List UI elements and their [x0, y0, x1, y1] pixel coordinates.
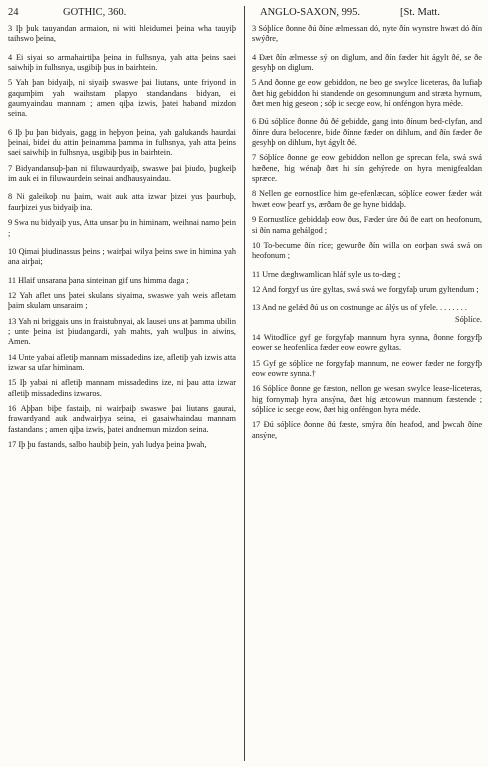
verse-6: 6 Iþ þu þan bidyais, gagg in heþyon þeina, yah galukands haurdai þeinai, bidei du attin þeinamma þamma in fulhsnya, yah atta þeins saei saiwhiþ in fulhsnya, usgibiþ þus in bairhtein. [8, 127, 236, 158]
gothic-text-column [8, 24, 236, 763]
verse-7: 7 Sóþlíce ðonne ge eow gebiddon nellon ge sprecan fela, swá swá hæðene, hig wénaþ ðæt hi sín gehýrede on hyra menigfealdan spræce. [252, 153, 482, 184]
verse-12: 12 And forgyf us úre gyltas, swá swá we forgyfaþ urum gyltendum ; [252, 284, 479, 294]
column-divider [244, 6, 245, 761]
verse-11: 11 Hlaif unsarana þana sinteinan gif uns himma daga ; [8, 275, 189, 285]
verse-8: 8 Ni galeikoþ nu þaim, wait auk atta izwar þizei yus þaurbuþ, faurþizei yus bidyaiþ ina. [8, 192, 236, 212]
page-number: 24 [8, 7, 19, 18]
verse-17: 17 Ðú sóþlíce ðonne ðú fæste, smýra ðín heafod, and þwcah ðíne ansýne, [252, 420, 482, 440]
verse-15: 15 Iþ yabai ni afletiþ mannam missadedins ize, ni þau atta izwar afletiþ missadedins izwaros. [8, 378, 236, 398]
verse-17: 17 Iþ þu fastands, salbo haubiþ þein, yah ludya þeina þwah, [8, 440, 207, 449]
verse-13: 13 And ne gelǽd ðú us on costnunge ac álýs us of yfele. . . . . . . . [252, 303, 467, 313]
anglo-saxon-text-column [252, 24, 482, 763]
verse-5: 5 Yah þan bidyaiþ, ni siyaiþ swaswe þai liutans, unte friyond in gaqumþim yah waihstam plapyo standandans bidyan, ei gaumyaindau mannam ; amen qiþa izwis, þatei haband mizdon seina. [8, 78, 236, 119]
book-title: [St. Matt. [400, 7, 440, 18]
page-header [8, 7, 482, 21]
verse-10: 10 To-becume ðín ríce; gewurðe ðín willa on eorþan swá swá on heofonum ; [252, 240, 482, 261]
verse-9: 9 Eornustlíce gebiddaþ eow ðus, Fæder úre ðú ðe eart on heofonum, si ðín nama gehálgod ; [252, 215, 482, 235]
verse-4: 4 Ei siyai so armahairtiþa þeina in fulhsnya, yah atta þeins saei saiwhiþ in fulhsnya, usgibiþ þus in bairhtein. [8, 52, 236, 73]
verse-3: 3 Sóþlíce ðonne ðú ðíne ælmessan dó, nyte ðín wynstre hwæt dó ðín swýðre, [252, 24, 482, 44]
verse-11: 11 Urne dæghwamlican hláf syle us to-dæg ; [252, 269, 401, 279]
verse-9: 9 Swa nu bidyaiþ yus, Atta unsar þu in himinam, weihnai namo þein ; [8, 218, 236, 238]
verse-15: 15 Gyf ge sóþlíce ne forgyfaþ mannum, ne eower fæder ne forgyfþ eow eowre synna.† [252, 358, 482, 378]
verse-12: 12 Yah aflet uns þatei skulans siyaima, swaswe yah weis afletam þaim skulam unsaraim ; [8, 290, 236, 311]
verse-14: 14 Witodlíce gyf ge forgyfaþ mannum hyra synna, ðonne forgyfþ eower se heofenlíca fæder eow eowre gyltas. [252, 332, 482, 353]
verse-13: 13 Yah ni briggais uns in fraistubnyai, ak lausei uns at þamma ubilin ; unte þeina ist þiudangardi, yah mahts, yah wulþus in aiwins, Amen. [8, 316, 236, 347]
verse-8: 8 Nellen ge eornostlíce him ge-efenlæcan, sóþlíce eower fæder wát hwæt eow þearf ys, ærðam ðe ge hyne biddaþ. [252, 189, 482, 209]
anglo-saxon-column-title: ANGLO-SAXON, 995. [260, 7, 361, 18]
verse-3: 3 Iþ þuk tauyandan armaion, ni witi hleidumei þeina wha tauyiþ taihswo þeina, [8, 24, 236, 44]
verse-6: 6 Ðú sóþlíce ðonne ðú ðé gebidde, gang into ðínum bed-clyfan, and ðínre dura belocenre, bide ðínne fæder on dihlum, and ðín fæder ðe gesyhþ on dihlum, hyt ágylt ðé. [252, 117, 482, 148]
verse-5: 5 And ðonne ge eow gebiddon, ne beo ge swylce liceteras, ða lufiaþ ðæt hig gebiddon hi standende on gesomnungum and stræta hyrnum, ðæt men hig geseon ; sóþ ic secge eow, hí onféngon hyra méde. [252, 78, 482, 109]
verse-7: 7 Bidyandansuþ-þan ni filuwaurdyaiþ, swaswe þai þiudo, þugkeiþ im auk ei in filuwaurdein seinai andhausyaindau. [8, 163, 236, 184]
verse-4: 4 Ðæt ðín ælmesse sý on diglum, and ðín fæder hit ágylt ðé, se ðe gesyhþ on diglum. [252, 52, 482, 73]
verse-13-ending: Sóþlíce. [455, 314, 482, 324]
verse-16: 16 Aþþan biþe fastaiþ, ni wairþaiþ swaswe þai liutans gaurai, frawardyand auk andwairþya seina, ei gasaiwhaindau mannam fastandans ; amen qiþa izwis, þatei andnemun mizdon seina. [8, 403, 236, 434]
gothic-column-title: GOTHIC, 360. [63, 7, 127, 18]
verse-14: 14 Unte yabai afletiþ mannam missadedins ize, afletiþ yah izwis atta izwar sa ufar himinam. [8, 352, 236, 372]
verse-16: 16 Sóþlíce ðonne ge fæston, nellon ge wesan swylce lease-liceteras, hig fornymaþ hyra ansýna, ðæt hig ætcowun mannum fæstende ; sóþlíce ic secge eow, ðæt hig onféngon hyra méde. [252, 384, 482, 414]
verse-10: 10 Qimai þiudinassus þeins ; wairþai wilya þeins swe in himina yah ana airþai; [8, 246, 236, 267]
